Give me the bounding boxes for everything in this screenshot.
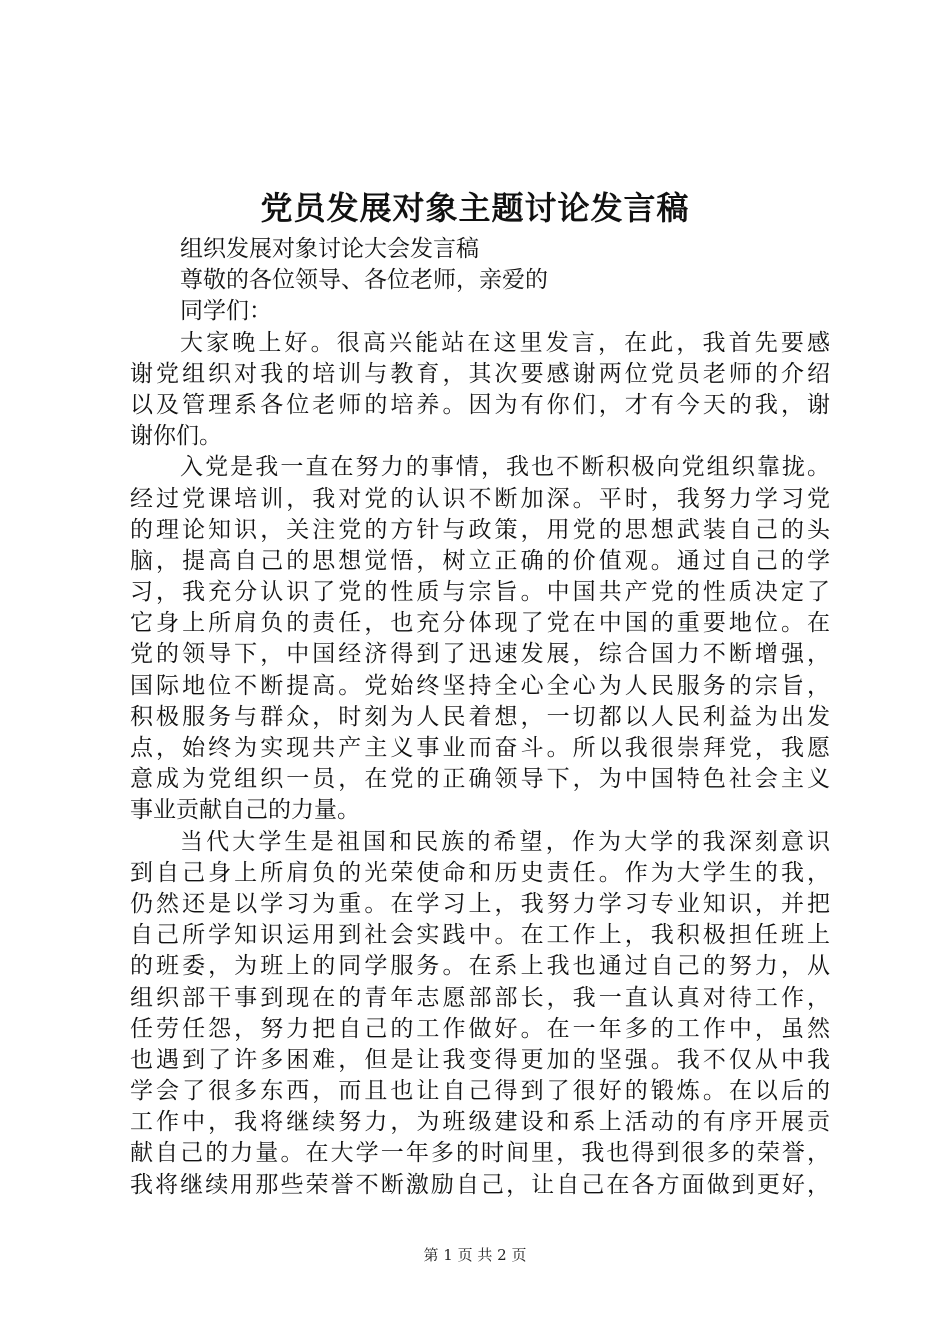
body-line: 以及管理系各位老师的培养。因为有你们，才有今天的我，谢	[130, 391, 830, 418]
body-line: 意成为党组织一员，在党的正确领导下，为中国特色社会主义	[130, 766, 830, 793]
body-line: 仍然还是以学习为重。在学习上，我努力学习专业知识，并把	[130, 890, 830, 917]
body-line: 我将继续用那些荣誉不断激励自己，让自己在各方面做到更好，	[130, 1171, 830, 1198]
body-line: 当代大学生是祖国和民族的希望，作为大学的我深刻意识	[180, 828, 830, 855]
body-line: 国际地位不断提高。党始终坚持全心全心为人民服务的宗旨，	[130, 672, 830, 699]
body-line: 习，我充分认识了党的性质与宗旨。中国共产党的性质决定了	[130, 579, 830, 606]
body-line: 谢你们。	[130, 423, 222, 450]
body-line: 大家晚上好。很高兴能站在这里发言，在此，我首先要感	[180, 329, 830, 356]
body-line: 点，始终为实现共产主义事业而奋斗。所以我很崇拜党，我愿	[130, 735, 830, 761]
document-body	[130, 234, 830, 1201]
body-line: 到自己身上所肩负的光荣使命和历史责任。作为大学生的我，	[130, 859, 830, 886]
body-line: 入党是我一直在努力的事情，我也不断积极向党组织靠拢。	[180, 454, 830, 481]
body-line: 经过党课培训，我对党的认识不断加深。平时，我努力学习党	[130, 485, 830, 512]
body-line: 脑，提高自己的思想觉悟，树立正确的价值观。通过自己的学	[130, 547, 830, 574]
body-line: 自己所学知识运用到社会实践中。在工作上，我积极担任班上	[130, 922, 830, 949]
body-line: 同学们：	[180, 298, 272, 325]
body-line: 尊敬的各位领导、各位老师，亲爱的	[180, 267, 548, 294]
document-title: 党员发展对象主题讨论发言稿	[260, 189, 690, 227]
body-line: 也遇到了许多困难，但是让我变得更加的坚强。我不仅从中我	[130, 1046, 830, 1073]
body-line: 的理论知识，关注党的方针与政策，用党的思想武装自己的头	[130, 516, 830, 543]
body-line: 的班委，为班上的同学服务。在系上我也通过自己的努力，从	[130, 953, 830, 980]
body-line: 献自己的力量。在大学一年多的时间里，我也得到很多的荣誉，	[130, 1140, 830, 1167]
body-line: 事业贡献自己的力量。	[130, 797, 360, 824]
body-line: 工作中，我将继续努力，为班级建设和系上活动的有序开展贡	[130, 1109, 830, 1136]
body-line: 学会了很多东西，而且也让自己得到了很好的锻炼。在以后的	[130, 1078, 830, 1105]
body-line: 积极服务与群众，时刻为人民着想，一切都以人民利益为出发	[130, 703, 830, 730]
body-line: 它身上所肩负的责任，也充分体现了党在中国的重要地位。在	[130, 610, 830, 637]
body-line: 组织部干事到现在的青年志愿部部长，我一直认真对待工作，	[130, 984, 830, 1011]
body-line: 组织发展对象讨论大会发言稿	[180, 236, 479, 262]
page-footer: 第 1 页 共 2 页	[423, 1246, 527, 1264]
body-line: 任劳任怨，努力把自己的工作做好。在一年多的工作中，虽然	[130, 1015, 830, 1042]
body-line: 党的领导下，中国经济得到了迅速发展，综合国力不断增强，	[130, 641, 830, 668]
body-line: 谢党组织对我的培训与教育，其次要感谢两位党员老师的介绍	[130, 360, 830, 387]
